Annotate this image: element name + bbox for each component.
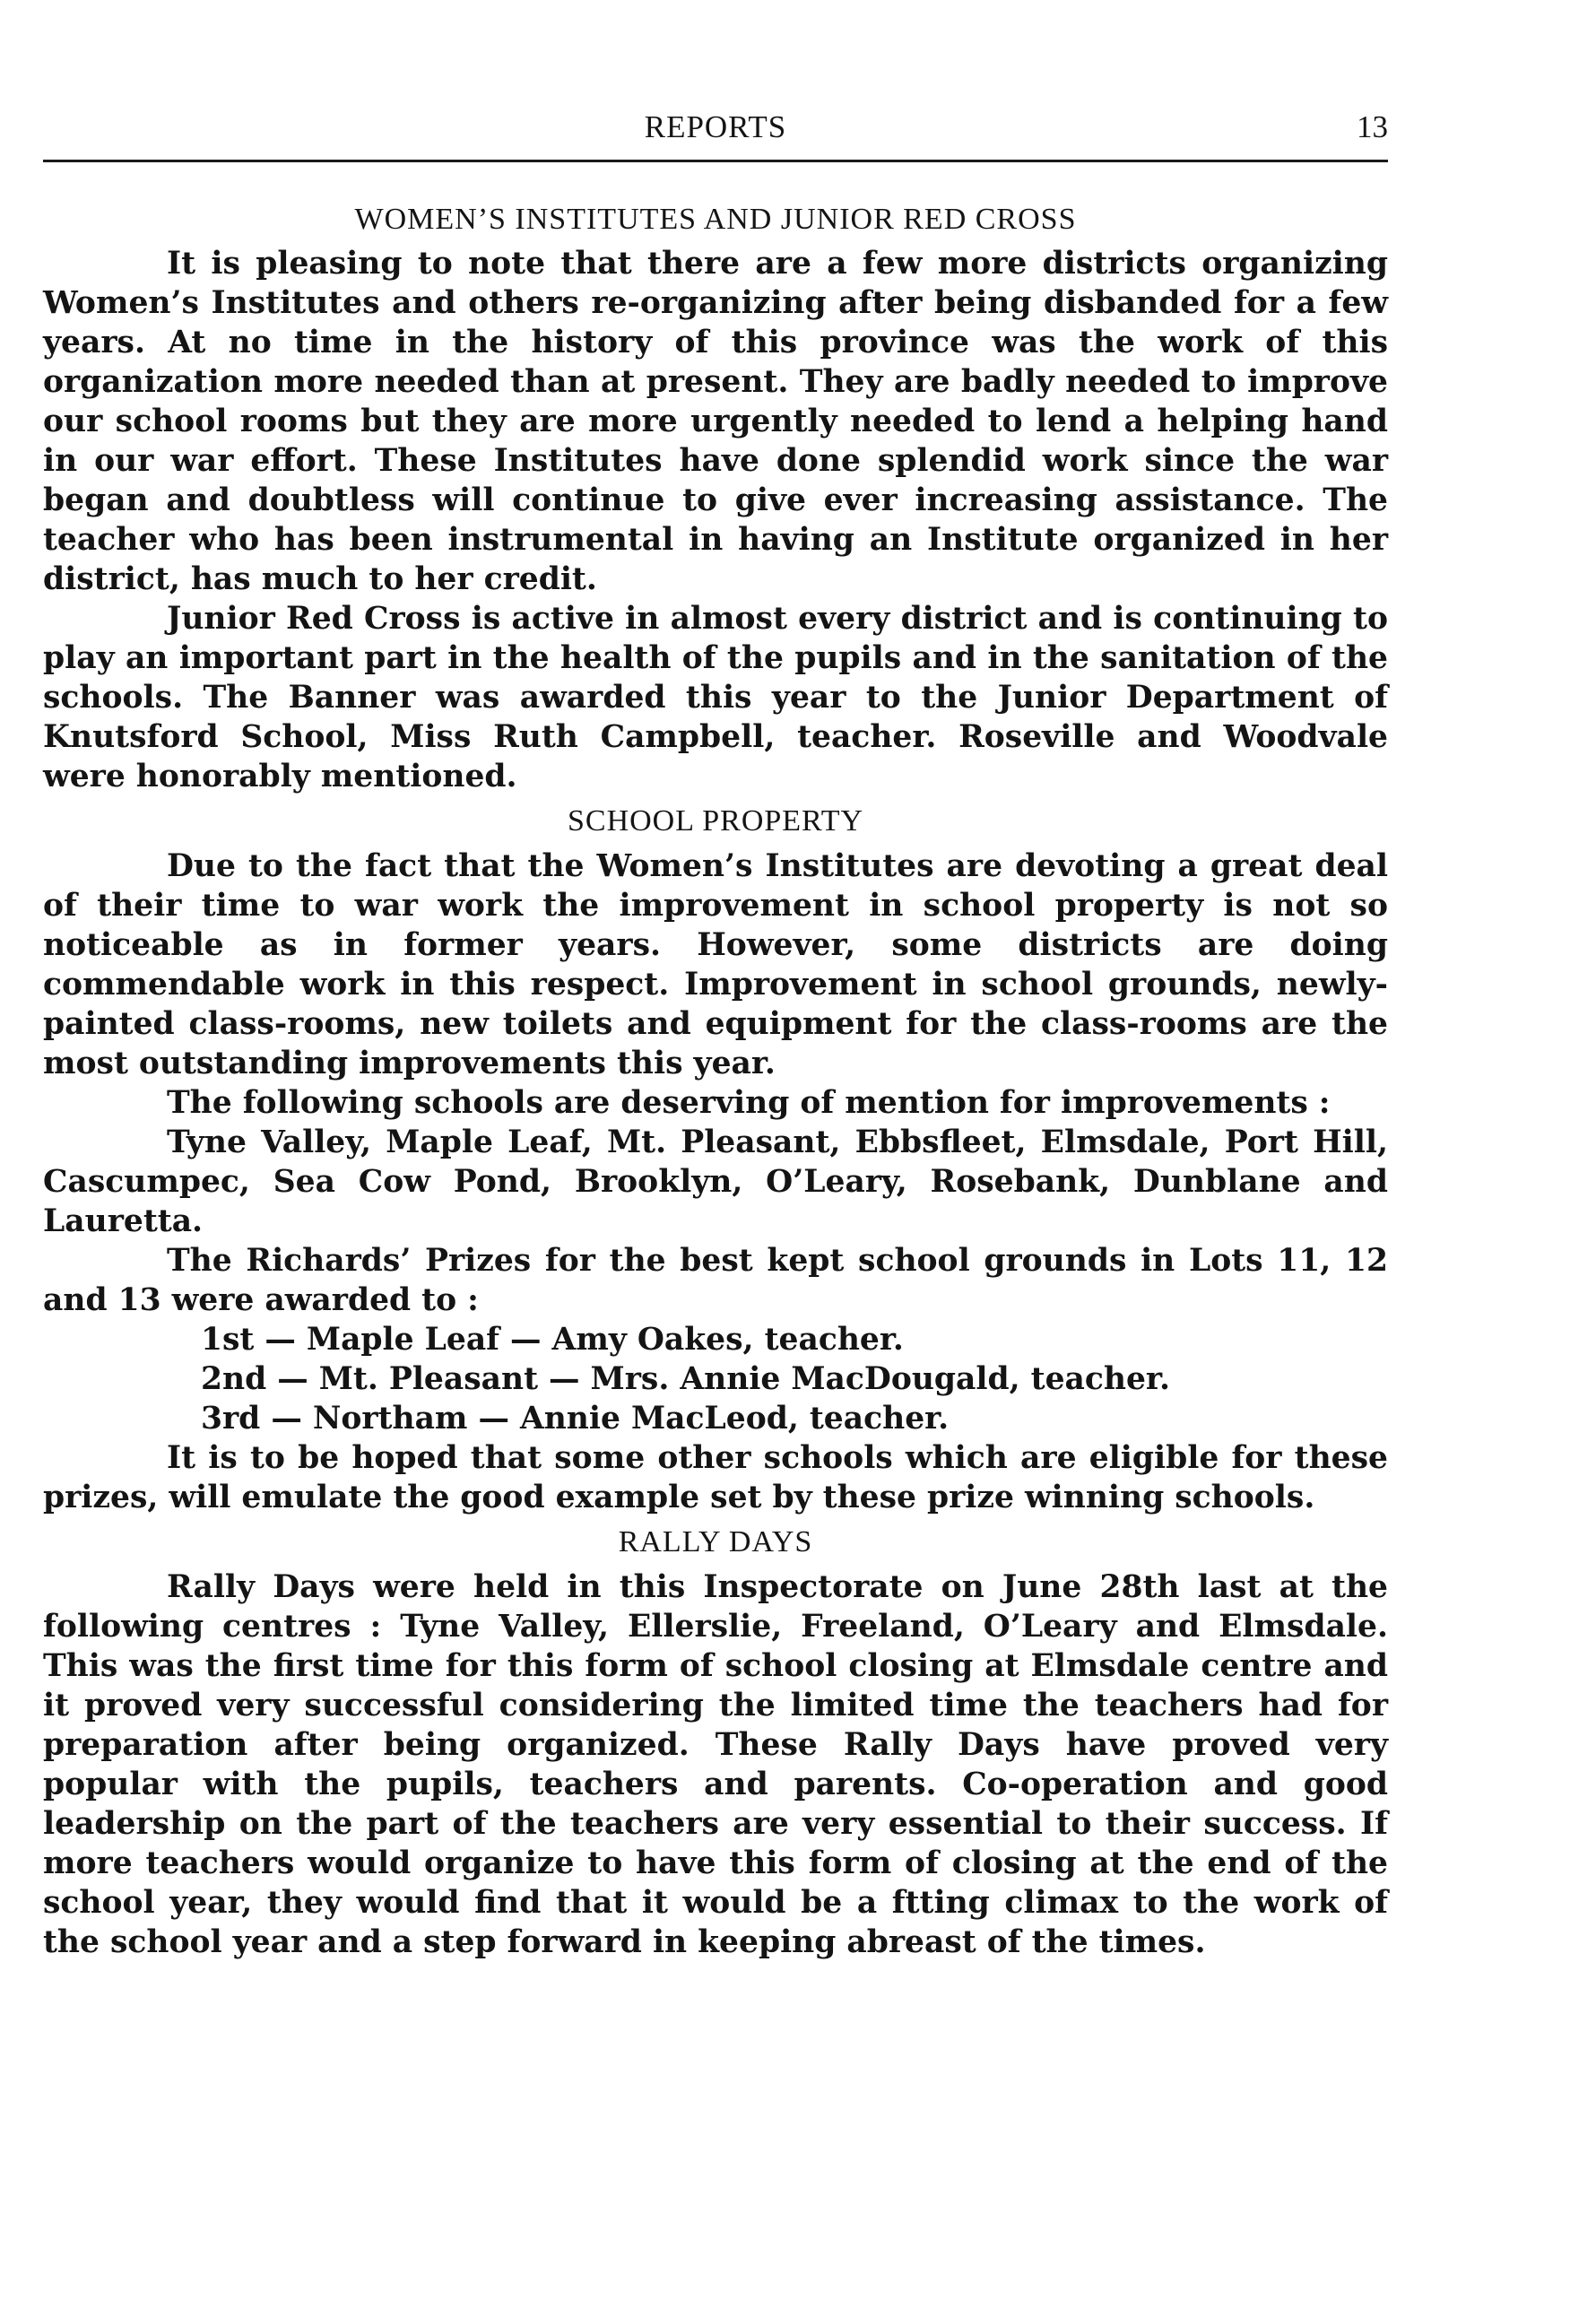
page-header <box>43 109 1388 154</box>
section-heading-rally-days: RALLY DAYS <box>618 1525 813 1558</box>
prize-item: 2nd — Mt. Pleasant — Mrs. Annie MacDougald, teacher. <box>201 1361 1170 1397</box>
page-body <box>43 199 1388 1962</box>
page-number: 13 <box>1357 109 1388 144</box>
header-rule <box>43 160 1388 162</box>
paragraph-junior-red-cross: Junior Red Cross is active in almost every district and is continuing to play an important part in the health of the pupils and in the sanitation of the schools. The Banner was awarded this year to the Junior Department of Knutsford School, Miss Ruth Campbell, teacher. Roseville and Woodvale were honorably mentioned. <box>43 601 1388 794</box>
running-title: REPORTS <box>644 109 787 144</box>
prize-item: 3rd — Northam — Annie MacLeod, teacher. <box>201 1401 950 1437</box>
prize-item: 1st — Maple Leaf — Amy Oakes, teacher. <box>201 1322 904 1358</box>
paragraph-improvements-intro: The following schools are deserving of mention for improvements : <box>167 1085 1331 1121</box>
schools-list: Tyne Valley, Maple Leaf, Mt. Pleasant, Ebbsfleet, Elmsdale, Port Hill, Cascumpec, Sea Cow Pond, Brooklyn, O’Leary, Rosebank, Dunblane and Lauretta. <box>43 1124 1388 1239</box>
prizes-intro: The Richards’ Prizes for the best kept school grounds in Lots 11, 12 and 13 were awarded to : <box>43 1243 1388 1318</box>
paragraph-prizes-closing: It is to be hoped that some other schools which are eligible for these prizes, will emulate the good example set by these prize winning schools. <box>43 1440 1388 1515</box>
paragraph-rally-days: Rally Days were held in this Inspectorate on June 28th last at the following centres : Tyne Valley, Ellerslie, Freeland, O’Leary and Elmsdale. This was the first time for this form of school closing at Elmsdale centre and it proved very successful considering the limited time the teachers had for preparation after being organized. These Rally Days have proved very popular with the pupils, teachers and parents. Co-operation and good leadership on the part of the teachers are very essential to their success. If more teachers would organize to have this form of closing at the end of the school year, they would find that it would be a ftting climax to the work of the school year and a step forward in keeping abreast of the times. <box>43 1569 1388 1960</box>
section-heading-womens-institutes: WOMEN’S INSTITUTES AND JUNIOR RED CROSS <box>354 203 1077 236</box>
section-heading-school-property: SCHOOL PROPERTY <box>567 804 864 838</box>
paragraph-school-property: Due to the fact that the Women’s Institutes are devoting a great deal of their time to war work the improvement in school property is not so noticeable as in former years. However, some districts are doing commendable work in this respect. Improvement in school grounds, newly-painted class-rooms, new toilets and equipment for the class-rooms are the most outstanding improvements this year. <box>43 848 1388 1081</box>
paragraph-womens-institutes: It is pleasing to note that there are a few more districts organizing Women’s Institutes and others re-organizing after being disbanded for a few years. At no time in the history of this province was the work of this organization more needed than at present. They are badly needed to improve our school rooms but they are more urgently needed to lend a helping hand in our war effort. These Institutes have done splendid work since the war began and doubtless will continue to give ever increasing assistance. The teacher who has been instrumental in having an Institute organized in her district, has much to her credit. <box>43 246 1388 597</box>
prize-list <box>43 1320 1388 1438</box>
